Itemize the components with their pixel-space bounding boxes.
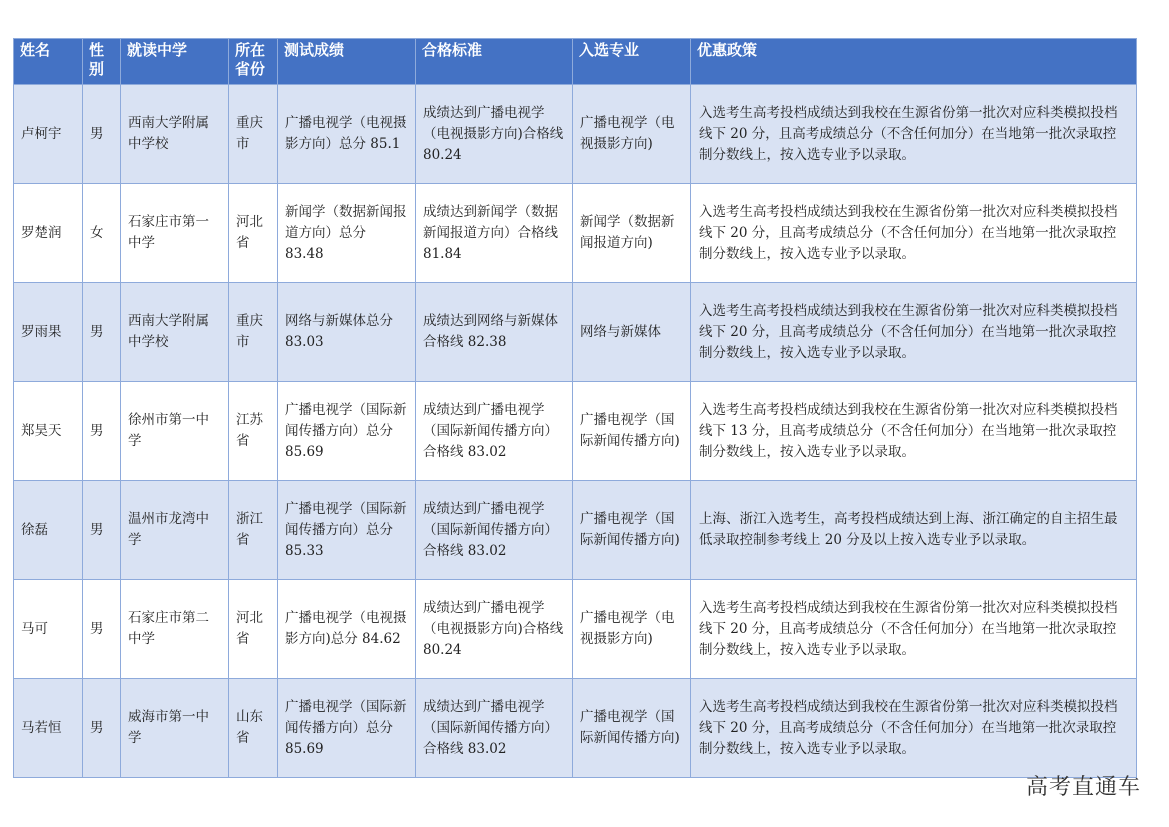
cell-standard: 成绩达到广播电视学（电视摄影方向)合格线 80.24 xyxy=(416,580,573,679)
cell-name: 徐磊 xyxy=(14,481,83,580)
cell-school: 徐州市第一中学 xyxy=(121,382,229,481)
cell-score: 广播电视学（国际新闻传播方向）总分 85.33 xyxy=(278,481,416,580)
cell-gender: 男 xyxy=(83,481,121,580)
header-row xyxy=(14,39,1137,85)
cell-gender: 男 xyxy=(83,580,121,679)
table-row xyxy=(14,679,1137,778)
cell-policy: 入选考生高考投档成绩达到我校在生源省份第一批次对应科类模拟投档线下 20 分，且高考成绩总分（不含任何加分）在当地第一批次录取控制分数线上，按入选专业予以录取。 xyxy=(691,85,1137,184)
cell-school: 石家庄市第一中学 xyxy=(121,184,229,283)
cell-name: 马可 xyxy=(14,580,83,679)
cell-policy: 上海、浙江入选考生，高考投档成绩达到上海、浙江确定的自主招生最低录取控制参考线上 20 分及以上按入选专业予以录取。 xyxy=(691,481,1137,580)
table-row xyxy=(14,85,1137,184)
cell-major: 广播电视学（电视摄影方向) xyxy=(573,580,691,679)
cell-gender: 男 xyxy=(83,85,121,184)
table-row xyxy=(14,580,1137,679)
cell-province: 浙江省 xyxy=(229,481,278,580)
cell-standard: 成绩达到广播电视学（国际新闻传播方向）合格线 83.02 xyxy=(416,481,573,580)
cell-policy: 入选考生高考投档成绩达到我校在生源省份第一批次对应科类模拟投档线下 20 分，且高考成绩总分（不含任何加分）在当地第一批次录取控制分数线上，按入选专业予以录取。 xyxy=(691,679,1137,778)
cell-school: 西南大学附属中学校 xyxy=(121,283,229,382)
cell-province: 河北省 xyxy=(229,184,278,283)
cell-major: 广播电视学（国际新闻传播方向) xyxy=(573,481,691,580)
cell-policy: 入选考生高考投档成绩达到我校在生源省份第一批次对应科类模拟投档线下 20 分，且高考成绩总分（不含任何加分）在当地第一批次录取控制分数线上，按入选专业予以录取。 xyxy=(691,184,1137,283)
table-row xyxy=(14,283,1137,382)
cell-gender: 男 xyxy=(83,679,121,778)
header-standard: 合格标准 xyxy=(416,39,573,85)
cell-province: 重庆市 xyxy=(229,283,278,382)
cell-gender: 男 xyxy=(83,283,121,382)
header-province: 所在省份 xyxy=(229,39,278,85)
header-score: 测试成绩 xyxy=(278,39,416,85)
cell-province: 河北省 xyxy=(229,580,278,679)
cell-name: 罗雨果 xyxy=(14,283,83,382)
header-name: 姓名 xyxy=(14,39,83,85)
cell-gender: 男 xyxy=(83,382,121,481)
cell-name: 郑昊天 xyxy=(14,382,83,481)
cell-major: 广播电视学（国际新闻传播方向) xyxy=(573,679,691,778)
cell-school: 温州市龙湾中学 xyxy=(121,481,229,580)
cell-province: 重庆市 xyxy=(229,85,278,184)
table-row xyxy=(14,184,1137,283)
cell-gender: 女 xyxy=(83,184,121,283)
cell-score: 广播电视学（国际新闻传播方向）总分 85.69 xyxy=(278,382,416,481)
table-row xyxy=(14,382,1137,481)
cell-standard: 成绩达到新闻学（数据新闻报道方向）合格线 81.84 xyxy=(416,184,573,283)
header-school: 就读中学 xyxy=(121,39,229,85)
cell-score: 广播电视学（电视摄影方向)总分 84.62 xyxy=(278,580,416,679)
cell-standard: 成绩达到广播电视学（国际新闻传播方向）合格线 83.02 xyxy=(416,679,573,778)
admission-table xyxy=(13,38,1137,778)
header-major: 入选专业 xyxy=(573,39,691,85)
cell-school: 西南大学附属中学校 xyxy=(121,85,229,184)
cell-score: 新闻学（数据新闻报道方向）总分 83.48 xyxy=(278,184,416,283)
table-row xyxy=(14,481,1137,580)
cell-name: 马若恒 xyxy=(14,679,83,778)
cell-score: 网络与新媒体总分 83.03 xyxy=(278,283,416,382)
cell-standard: 成绩达到广播电视学（电视摄影方向)合格线 80.24 xyxy=(416,85,573,184)
watermark-text: 高考直通车 xyxy=(1025,775,1141,800)
cell-major: 广播电视学（电视摄影方向) xyxy=(573,85,691,184)
cell-policy: 入选考生高考投档成绩达到我校在生源省份第一批次对应科类模拟投档线下 20 分，且高考成绩总分（不含任何加分）在当地第一批次录取控制分数线上，按入选专业予以录取。 xyxy=(691,283,1137,382)
cell-major: 网络与新媒体 xyxy=(573,283,691,382)
header-policy: 优惠政策 xyxy=(691,39,1137,85)
cell-province: 江苏省 xyxy=(229,382,278,481)
cell-standard: 成绩达到广播电视学（国际新闻传播方向）合格线 83.02 xyxy=(416,382,573,481)
header-gender: 性别 xyxy=(83,39,121,85)
cell-policy: 入选考生高考投档成绩达到我校在生源省份第一批次对应科类模拟投档线下 20 分，且高考成绩总分（不含任何加分）在当地第一批次录取控制分数线上，按入选专业予以录取。 xyxy=(691,580,1137,679)
cell-score: 广播电视学（国际新闻传播方向）总分 85.69 xyxy=(278,679,416,778)
cell-school: 石家庄市第二中学 xyxy=(121,580,229,679)
cell-school: 威海市第一中学 xyxy=(121,679,229,778)
cell-standard: 成绩达到网络与新媒体合格线 82.38 xyxy=(416,283,573,382)
cell-major: 广播电视学（国际新闻传播方向) xyxy=(573,382,691,481)
cell-name: 罗楚润 xyxy=(14,184,83,283)
cell-policy: 入选考生高考投档成绩达到我校在生源省份第一批次对应科类模拟投档线下 13 分，且高考成绩总分（不含任何加分）在当地第一批次录取控制分数线上，按入选专业予以录取。 xyxy=(691,382,1137,481)
cell-province: 山东省 xyxy=(229,679,278,778)
cell-major: 新闻学（数据新闻报道方向) xyxy=(573,184,691,283)
cell-name: 卢柯宇 xyxy=(14,85,83,184)
cell-score: 广播电视学（电视摄影方向）总分 85.1 xyxy=(278,85,416,184)
